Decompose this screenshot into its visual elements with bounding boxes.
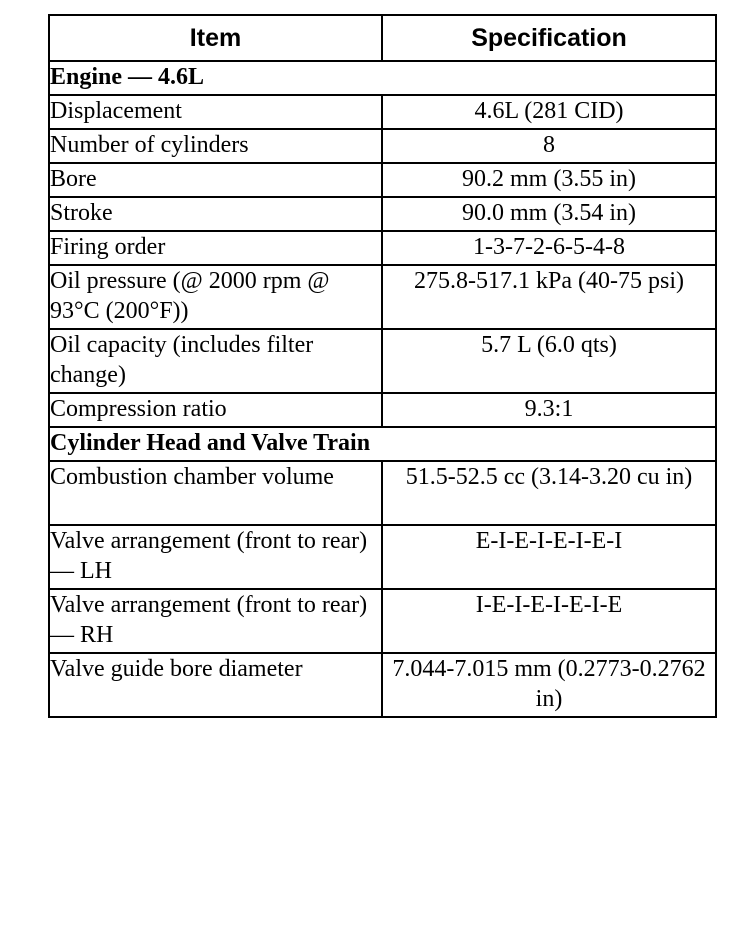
table-row — [49, 329, 716, 393]
spec-cell: 90.0 mm (3.54 in) — [382, 197, 716, 231]
spec-cell: 51.5-52.5 cc (3.14-3.20 cu in) — [382, 461, 716, 525]
table-header-row — [49, 15, 716, 61]
item-column-header: Item — [49, 15, 382, 61]
item-cell: Oil capacity (includes filter change) — [49, 329, 382, 393]
spec-cell: E-I-E-I-E-I-E-I — [382, 525, 716, 589]
item-cell: Number of cylinders — [49, 129, 382, 163]
spec-cell: 90.2 mm (3.55 in) — [382, 163, 716, 197]
item-cell: Valve arrangement (front to rear) — RH — [49, 589, 382, 653]
table-row — [49, 231, 716, 265]
table-row — [49, 653, 716, 717]
specification-table — [48, 14, 717, 718]
table-row — [49, 95, 716, 129]
item-cell: Stroke — [49, 197, 382, 231]
specification-column-header: Specification — [382, 15, 716, 61]
item-cell: Valve arrangement (front to rear) — LH — [49, 525, 382, 589]
item-cell: Firing order — [49, 231, 382, 265]
section-row — [49, 427, 716, 461]
spec-cell: 7.044-7.015 mm (0.2773-0.2762 in) — [382, 653, 716, 717]
section-title-engine: Engine — 4.6L — [49, 61, 716, 95]
item-cell: Displacement — [49, 95, 382, 129]
spec-cell: 1-3-7-2-6-5-4-8 — [382, 231, 716, 265]
item-cell: Bore — [49, 163, 382, 197]
item-cell: Compression ratio — [49, 393, 382, 427]
table-row — [49, 393, 716, 427]
spec-cell: 275.8-517.1 kPa (40-75 psi) — [382, 265, 716, 329]
table-row — [49, 129, 716, 163]
table-row — [49, 589, 716, 653]
table-row — [49, 461, 716, 525]
table-row — [49, 163, 716, 197]
spec-cell: 9.3:1 — [382, 393, 716, 427]
spec-cell: I-E-I-E-I-E-I-E — [382, 589, 716, 653]
table-row — [49, 525, 716, 589]
item-cell: Oil pressure (@ 2000 rpm @ 93°C (200°F)) — [49, 265, 382, 329]
section-title-cylinder-head: Cylinder Head and Valve Train — [49, 427, 716, 461]
spec-cell: 5.7 L (6.0 qts) — [382, 329, 716, 393]
spec-cell: 4.6L (281 CID) — [382, 95, 716, 129]
spec-cell: 8 — [382, 129, 716, 163]
table-row — [49, 265, 716, 329]
section-row — [49, 61, 716, 95]
item-cell: Combustion chamber volume — [49, 461, 382, 525]
item-cell: Valve guide bore diameter — [49, 653, 382, 717]
table-row — [49, 197, 716, 231]
